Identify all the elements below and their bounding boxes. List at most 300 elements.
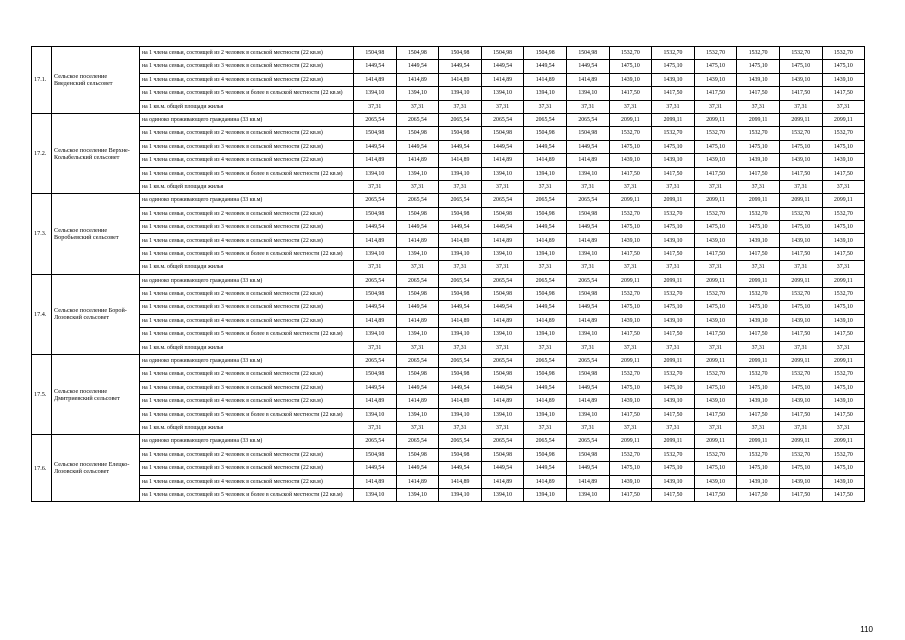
category-cell: на одиноко проживающего гражданина (33 кв.м) bbox=[140, 274, 354, 287]
value-cell: 2099,11 bbox=[737, 354, 780, 367]
value-cell: 1439,10 bbox=[609, 234, 652, 247]
value-cell: 1504,98 bbox=[524, 368, 567, 381]
value-cell: 1475,10 bbox=[694, 381, 737, 394]
value-cell: 1475,10 bbox=[609, 301, 652, 314]
value-cell: 1394,10 bbox=[524, 408, 567, 421]
settlement-name: Сельское поселение Введенский сельсовет bbox=[52, 47, 140, 114]
value-cell: 1414,89 bbox=[524, 475, 567, 488]
value-cell: 1449,54 bbox=[354, 221, 397, 234]
value-cell: 2099,11 bbox=[737, 435, 780, 448]
value-cell: 1414,89 bbox=[354, 475, 397, 488]
value-cell: 1475,10 bbox=[694, 60, 737, 73]
value-cell: 37,31 bbox=[481, 100, 524, 113]
value-cell: 1394,10 bbox=[396, 408, 439, 421]
value-cell: 1532,70 bbox=[694, 448, 737, 461]
value-cell: 1414,89 bbox=[481, 154, 524, 167]
value-cell: 2065,54 bbox=[354, 194, 397, 207]
value-cell: 2065,54 bbox=[524, 194, 567, 207]
value-cell: 2099,11 bbox=[822, 435, 865, 448]
section-index: 17.1. bbox=[32, 47, 52, 114]
value-cell: 37,31 bbox=[396, 261, 439, 274]
value-cell: 1504,98 bbox=[524, 127, 567, 140]
value-cell: 2065,54 bbox=[439, 194, 482, 207]
value-cell: 1532,70 bbox=[694, 288, 737, 301]
table-row bbox=[32, 421, 865, 434]
value-cell: 37,31 bbox=[822, 261, 865, 274]
value-cell: 37,31 bbox=[822, 421, 865, 434]
value-cell: 2065,54 bbox=[524, 274, 567, 287]
value-cell: 1475,10 bbox=[822, 381, 865, 394]
value-cell: 1532,70 bbox=[779, 288, 822, 301]
value-cell: 2099,11 bbox=[609, 435, 652, 448]
value-cell: 1414,89 bbox=[396, 395, 439, 408]
value-cell: 1449,54 bbox=[396, 381, 439, 394]
value-cell: 2065,54 bbox=[439, 274, 482, 287]
category-cell: на 1 члена семьи, состоящей из 2 человек в сельской местности (22 кв.м) bbox=[140, 47, 354, 60]
value-cell: 1439,10 bbox=[737, 475, 780, 488]
value-cell: 1449,54 bbox=[481, 221, 524, 234]
category-cell: на 1 члена семьи, состоящей из 5 человек и более в сельской местности (22 кв.м) bbox=[140, 247, 354, 260]
category-cell: на 1 члена семьи, состоящей из 3 человек в сельской местности (22 кв.м) bbox=[140, 462, 354, 475]
value-cell: 1394,10 bbox=[566, 488, 609, 501]
section-index: 17.6. bbox=[32, 435, 52, 502]
table-row bbox=[32, 87, 865, 100]
value-cell: 1504,98 bbox=[566, 207, 609, 220]
value-cell: 1449,54 bbox=[354, 381, 397, 394]
settlement-name: Сельское поселение Верхне-Колыбельский сельсовет bbox=[52, 113, 140, 193]
value-cell: 2099,11 bbox=[652, 354, 695, 367]
value-cell: 37,31 bbox=[524, 261, 567, 274]
settlement-name: Сельское поселение Воробьевский сельсовет bbox=[52, 194, 140, 274]
value-cell: 1414,89 bbox=[354, 395, 397, 408]
value-cell: 2099,11 bbox=[694, 113, 737, 126]
value-cell: 37,31 bbox=[354, 100, 397, 113]
value-cell: 1532,70 bbox=[737, 47, 780, 60]
value-cell: 1532,70 bbox=[737, 288, 780, 301]
value-cell: 1417,50 bbox=[779, 408, 822, 421]
value-cell: 1417,50 bbox=[822, 408, 865, 421]
value-cell: 1449,54 bbox=[524, 462, 567, 475]
value-cell: 1417,50 bbox=[822, 247, 865, 260]
value-cell: 1504,98 bbox=[566, 448, 609, 461]
value-cell: 37,31 bbox=[779, 261, 822, 274]
value-cell: 2099,11 bbox=[822, 194, 865, 207]
value-cell: 1475,10 bbox=[779, 381, 822, 394]
value-cell: 37,31 bbox=[354, 341, 397, 354]
table-row bbox=[32, 180, 865, 193]
value-cell: 1417,50 bbox=[737, 488, 780, 501]
page-number: 110 bbox=[860, 625, 873, 634]
value-cell: 1532,70 bbox=[822, 288, 865, 301]
value-cell: 1475,10 bbox=[779, 221, 822, 234]
value-cell: 2065,54 bbox=[481, 354, 524, 367]
value-cell: 1449,54 bbox=[566, 221, 609, 234]
value-cell: 1417,50 bbox=[652, 408, 695, 421]
value-cell: 1449,54 bbox=[354, 462, 397, 475]
category-cell: на 1 кв.м. общей площади жилья bbox=[140, 341, 354, 354]
table-row bbox=[32, 288, 865, 301]
value-cell: 1394,10 bbox=[524, 167, 567, 180]
value-cell: 1504,98 bbox=[524, 207, 567, 220]
value-cell: 37,31 bbox=[566, 261, 609, 274]
value-cell: 37,31 bbox=[779, 421, 822, 434]
value-cell: 1449,54 bbox=[396, 301, 439, 314]
value-cell: 1394,10 bbox=[396, 488, 439, 501]
value-cell: 1504,98 bbox=[566, 47, 609, 60]
value-cell: 1504,98 bbox=[481, 47, 524, 60]
value-cell: 37,31 bbox=[652, 421, 695, 434]
value-cell: 37,31 bbox=[481, 341, 524, 354]
value-cell: 1414,89 bbox=[354, 73, 397, 86]
value-cell: 37,31 bbox=[779, 341, 822, 354]
table-row bbox=[32, 47, 865, 60]
value-cell: 1449,54 bbox=[354, 301, 397, 314]
value-cell: 2099,11 bbox=[779, 113, 822, 126]
value-cell: 1532,70 bbox=[822, 368, 865, 381]
value-cell: 1417,50 bbox=[737, 408, 780, 421]
table-row bbox=[32, 154, 865, 167]
value-cell: 1439,10 bbox=[609, 395, 652, 408]
value-cell: 2065,54 bbox=[396, 113, 439, 126]
value-cell: 1394,10 bbox=[481, 488, 524, 501]
value-cell: 1475,10 bbox=[737, 381, 780, 394]
value-cell: 1532,70 bbox=[652, 448, 695, 461]
value-cell: 1394,10 bbox=[354, 87, 397, 100]
value-cell: 1439,10 bbox=[652, 234, 695, 247]
category-cell: на одиноко проживающего гражданина (33 кв.м) bbox=[140, 194, 354, 207]
value-cell: 2099,11 bbox=[822, 113, 865, 126]
value-cell: 1417,50 bbox=[609, 247, 652, 260]
value-cell: 1475,10 bbox=[737, 60, 780, 73]
value-cell: 1475,10 bbox=[737, 462, 780, 475]
category-cell: на 1 члена семьи, состоящей из 2 человек в сельской местности (22 кв.м) bbox=[140, 207, 354, 220]
value-cell: 1417,50 bbox=[779, 167, 822, 180]
value-cell: 1394,10 bbox=[481, 408, 524, 421]
value-cell: 1449,54 bbox=[481, 60, 524, 73]
value-cell: 1449,54 bbox=[566, 381, 609, 394]
value-cell: 1532,70 bbox=[822, 127, 865, 140]
value-cell: 1394,10 bbox=[566, 167, 609, 180]
value-cell: 1504,98 bbox=[396, 127, 439, 140]
value-cell: 1439,10 bbox=[609, 154, 652, 167]
value-cell: 1504,98 bbox=[354, 47, 397, 60]
value-cell: 2099,11 bbox=[609, 274, 652, 287]
category-cell: на 1 члена семьи, состоящей из 4 человек в сельской местности (22 кв.м) bbox=[140, 475, 354, 488]
value-cell: 1504,98 bbox=[439, 47, 482, 60]
value-cell: 1394,10 bbox=[396, 247, 439, 260]
value-cell: 37,31 bbox=[524, 421, 567, 434]
value-cell: 1504,98 bbox=[481, 448, 524, 461]
value-cell: 1532,70 bbox=[609, 288, 652, 301]
value-cell: 1414,89 bbox=[566, 475, 609, 488]
value-cell: 1394,10 bbox=[439, 408, 482, 421]
value-cell: 37,31 bbox=[354, 261, 397, 274]
value-cell: 1475,10 bbox=[609, 221, 652, 234]
value-cell: 1532,70 bbox=[694, 207, 737, 220]
value-cell: 1475,10 bbox=[652, 462, 695, 475]
value-cell: 1475,10 bbox=[609, 60, 652, 73]
value-cell: 1394,10 bbox=[396, 167, 439, 180]
value-cell: 1504,98 bbox=[396, 207, 439, 220]
settlement-name: Сельское поселение Борой-Лозовский сельсовет bbox=[52, 274, 140, 354]
value-cell: 1414,89 bbox=[396, 234, 439, 247]
value-cell: 37,31 bbox=[609, 180, 652, 193]
value-cell: 1532,70 bbox=[737, 448, 780, 461]
value-cell: 1394,10 bbox=[524, 87, 567, 100]
value-cell: 1417,50 bbox=[779, 247, 822, 260]
value-cell: 1439,10 bbox=[609, 314, 652, 327]
value-cell: 37,31 bbox=[524, 341, 567, 354]
value-cell: 1532,70 bbox=[779, 127, 822, 140]
value-cell: 1532,70 bbox=[737, 207, 780, 220]
value-cell: 1394,10 bbox=[396, 87, 439, 100]
category-cell: на 1 члена семьи, состоящей из 3 человек в сельской местности (22 кв.м) bbox=[140, 301, 354, 314]
value-cell: 2099,11 bbox=[779, 354, 822, 367]
value-cell: 2099,11 bbox=[737, 274, 780, 287]
value-cell: 1414,89 bbox=[354, 154, 397, 167]
value-cell: 1414,89 bbox=[481, 234, 524, 247]
value-cell: 1504,98 bbox=[439, 288, 482, 301]
category-cell: на 1 члена семьи, состоящей из 3 человек в сельской местности (22 кв.м) bbox=[140, 140, 354, 153]
value-cell: 1532,70 bbox=[779, 448, 822, 461]
table-row bbox=[32, 167, 865, 180]
value-cell: 1449,54 bbox=[439, 60, 482, 73]
value-cell: 1414,89 bbox=[524, 73, 567, 86]
table-row bbox=[32, 234, 865, 247]
value-cell: 1449,54 bbox=[396, 462, 439, 475]
value-cell: 1417,50 bbox=[694, 328, 737, 341]
value-cell: 1504,98 bbox=[524, 288, 567, 301]
value-cell: 1439,10 bbox=[694, 154, 737, 167]
category-cell: на 1 члена семьи, состоящей из 2 человек в сельской местности (22 кв.м) bbox=[140, 368, 354, 381]
value-cell: 1417,50 bbox=[822, 167, 865, 180]
value-cell: 2065,54 bbox=[481, 113, 524, 126]
value-cell: 37,31 bbox=[481, 261, 524, 274]
value-cell: 1414,89 bbox=[439, 73, 482, 86]
value-cell: 1475,10 bbox=[822, 221, 865, 234]
value-cell: 1417,50 bbox=[652, 488, 695, 501]
value-cell: 37,31 bbox=[652, 261, 695, 274]
value-cell: 37,31 bbox=[566, 421, 609, 434]
value-cell: 1475,10 bbox=[779, 60, 822, 73]
value-cell: 1394,10 bbox=[439, 247, 482, 260]
value-cell: 1414,89 bbox=[354, 234, 397, 247]
category-cell: на 1 члена семьи, состоящей из 2 человек в сельской местности (22 кв.м) bbox=[140, 127, 354, 140]
value-cell: 2099,11 bbox=[652, 435, 695, 448]
value-cell: 1394,10 bbox=[566, 328, 609, 341]
value-cell: 1449,54 bbox=[396, 221, 439, 234]
value-cell: 1439,10 bbox=[652, 475, 695, 488]
value-cell: 2099,11 bbox=[652, 113, 695, 126]
value-cell: 1504,98 bbox=[481, 368, 524, 381]
value-cell: 37,31 bbox=[737, 421, 780, 434]
value-cell: 1417,50 bbox=[609, 408, 652, 421]
table-row bbox=[32, 341, 865, 354]
value-cell: 2065,54 bbox=[396, 194, 439, 207]
category-cell: на 1 члена семьи, состоящей из 5 человек и более в сельской местности (22 кв.м) bbox=[140, 167, 354, 180]
value-cell: 1439,10 bbox=[822, 314, 865, 327]
value-cell: 37,31 bbox=[566, 180, 609, 193]
value-cell: 1417,50 bbox=[609, 328, 652, 341]
value-cell: 1414,89 bbox=[354, 314, 397, 327]
value-cell: 1414,89 bbox=[524, 234, 567, 247]
value-cell: 37,31 bbox=[652, 341, 695, 354]
value-cell: 1439,10 bbox=[737, 154, 780, 167]
value-cell: 1449,54 bbox=[566, 60, 609, 73]
value-cell: 1417,50 bbox=[694, 408, 737, 421]
value-cell: 2099,11 bbox=[609, 354, 652, 367]
value-cell: 1394,10 bbox=[439, 87, 482, 100]
value-cell: 1414,89 bbox=[396, 314, 439, 327]
category-cell: на 1 члена семьи, состоящей из 4 человек в сельской местности (22 кв.м) bbox=[140, 314, 354, 327]
value-cell: 1414,89 bbox=[481, 314, 524, 327]
value-cell: 2099,11 bbox=[694, 354, 737, 367]
value-cell: 1449,54 bbox=[354, 140, 397, 153]
value-cell: 37,31 bbox=[609, 261, 652, 274]
table-row bbox=[32, 247, 865, 260]
value-cell: 1504,98 bbox=[481, 127, 524, 140]
table-row bbox=[32, 354, 865, 367]
value-cell: 37,31 bbox=[481, 421, 524, 434]
value-cell: 1449,54 bbox=[524, 221, 567, 234]
value-cell: 1417,50 bbox=[694, 247, 737, 260]
value-cell: 2065,54 bbox=[566, 354, 609, 367]
value-cell: 2065,54 bbox=[396, 435, 439, 448]
category-cell: на 1 члена семьи, состоящей из 5 человек и более в сельской местности (22 кв.м) bbox=[140, 87, 354, 100]
value-cell: 1414,89 bbox=[566, 154, 609, 167]
table-row bbox=[32, 127, 865, 140]
value-cell: 1504,98 bbox=[566, 127, 609, 140]
value-cell: 1449,54 bbox=[396, 60, 439, 73]
value-cell: 1394,10 bbox=[481, 167, 524, 180]
value-cell: 1449,54 bbox=[439, 301, 482, 314]
value-cell: 1504,98 bbox=[354, 207, 397, 220]
value-cell: 1417,50 bbox=[652, 328, 695, 341]
value-cell: 1417,50 bbox=[609, 167, 652, 180]
value-cell: 1394,10 bbox=[354, 247, 397, 260]
value-cell: 37,31 bbox=[652, 180, 695, 193]
value-cell: 1414,89 bbox=[439, 395, 482, 408]
value-cell: 1394,10 bbox=[354, 488, 397, 501]
value-cell: 2099,11 bbox=[779, 274, 822, 287]
value-cell: 1417,50 bbox=[652, 87, 695, 100]
value-cell: 37,31 bbox=[524, 100, 567, 113]
value-cell: 1504,98 bbox=[354, 288, 397, 301]
table-row bbox=[32, 60, 865, 73]
value-cell: 37,31 bbox=[566, 341, 609, 354]
value-cell: 1504,98 bbox=[524, 47, 567, 60]
value-cell: 1475,10 bbox=[737, 221, 780, 234]
table-row bbox=[32, 435, 865, 448]
value-cell: 37,31 bbox=[481, 180, 524, 193]
value-cell: 1504,98 bbox=[396, 47, 439, 60]
value-cell: 1504,98 bbox=[354, 127, 397, 140]
value-cell: 1475,10 bbox=[652, 381, 695, 394]
table-row bbox=[32, 448, 865, 461]
value-cell: 1532,70 bbox=[652, 207, 695, 220]
table-row bbox=[32, 140, 865, 153]
value-cell: 1475,10 bbox=[822, 301, 865, 314]
table-row bbox=[32, 301, 865, 314]
category-cell: на 1 члена семьи, состоящей из 2 человек в сельской местности (22 кв.м) bbox=[140, 448, 354, 461]
value-cell: 2099,11 bbox=[609, 194, 652, 207]
value-cell: 1439,10 bbox=[737, 73, 780, 86]
value-cell: 1504,98 bbox=[481, 207, 524, 220]
table-row bbox=[32, 488, 865, 501]
value-cell: 1504,98 bbox=[396, 368, 439, 381]
value-cell: 1439,10 bbox=[822, 73, 865, 86]
value-cell: 1417,50 bbox=[779, 488, 822, 501]
value-cell: 1475,10 bbox=[694, 221, 737, 234]
value-cell: 1532,70 bbox=[652, 127, 695, 140]
value-cell: 1532,70 bbox=[822, 207, 865, 220]
value-cell: 1449,54 bbox=[439, 221, 482, 234]
value-cell: 37,31 bbox=[822, 180, 865, 193]
value-cell: 2065,54 bbox=[481, 274, 524, 287]
table-row bbox=[32, 113, 865, 126]
value-cell: 37,31 bbox=[354, 421, 397, 434]
value-cell: 2065,54 bbox=[354, 113, 397, 126]
value-cell: 1439,10 bbox=[822, 475, 865, 488]
value-cell: 2065,54 bbox=[354, 274, 397, 287]
table-row bbox=[32, 274, 865, 287]
value-cell: 1394,10 bbox=[524, 488, 567, 501]
value-cell: 1532,70 bbox=[609, 47, 652, 60]
category-cell: на 1 члена семьи, состоящей из 5 человек и более в сельской местности (22 кв.м) bbox=[140, 408, 354, 421]
category-cell: на одиноко проживающего гражданина (33 кв.м) bbox=[140, 113, 354, 126]
value-cell: 2065,54 bbox=[524, 354, 567, 367]
value-cell: 1414,89 bbox=[396, 154, 439, 167]
value-cell: 1475,10 bbox=[609, 462, 652, 475]
value-cell: 1394,10 bbox=[524, 247, 567, 260]
value-cell: 1417,50 bbox=[779, 328, 822, 341]
value-cell: 2065,54 bbox=[439, 354, 482, 367]
value-cell: 1414,89 bbox=[481, 395, 524, 408]
value-cell: 1439,10 bbox=[694, 73, 737, 86]
value-cell: 1417,50 bbox=[652, 247, 695, 260]
table-row bbox=[32, 408, 865, 421]
value-cell: 1394,10 bbox=[354, 328, 397, 341]
table-row bbox=[32, 221, 865, 234]
value-cell: 1414,89 bbox=[566, 73, 609, 86]
value-cell: 1532,70 bbox=[779, 368, 822, 381]
value-cell: 1414,89 bbox=[439, 475, 482, 488]
value-cell: 1439,10 bbox=[694, 395, 737, 408]
value-cell: 37,31 bbox=[396, 100, 439, 113]
value-cell: 1394,10 bbox=[524, 328, 567, 341]
value-cell: 1439,10 bbox=[652, 395, 695, 408]
value-cell: 1475,10 bbox=[652, 140, 695, 153]
value-cell: 1532,70 bbox=[694, 47, 737, 60]
value-cell: 1475,10 bbox=[652, 60, 695, 73]
value-cell: 1449,54 bbox=[481, 462, 524, 475]
value-cell: 1439,10 bbox=[652, 73, 695, 86]
value-cell: 1532,70 bbox=[779, 207, 822, 220]
value-cell: 1394,10 bbox=[566, 247, 609, 260]
value-cell: 1439,10 bbox=[779, 314, 822, 327]
value-cell: 1532,70 bbox=[609, 207, 652, 220]
value-cell: 37,31 bbox=[439, 100, 482, 113]
value-cell: 1449,54 bbox=[524, 60, 567, 73]
value-cell: 1417,50 bbox=[652, 167, 695, 180]
value-cell: 1449,54 bbox=[566, 140, 609, 153]
value-cell: 2065,54 bbox=[566, 435, 609, 448]
value-cell: 1394,10 bbox=[439, 328, 482, 341]
value-cell: 1439,10 bbox=[694, 314, 737, 327]
value-cell: 2065,54 bbox=[481, 435, 524, 448]
category-cell: на 1 члена семьи, состоящей из 5 человек и более в сельской местности (22 кв.м) bbox=[140, 328, 354, 341]
value-cell: 1504,98 bbox=[566, 288, 609, 301]
